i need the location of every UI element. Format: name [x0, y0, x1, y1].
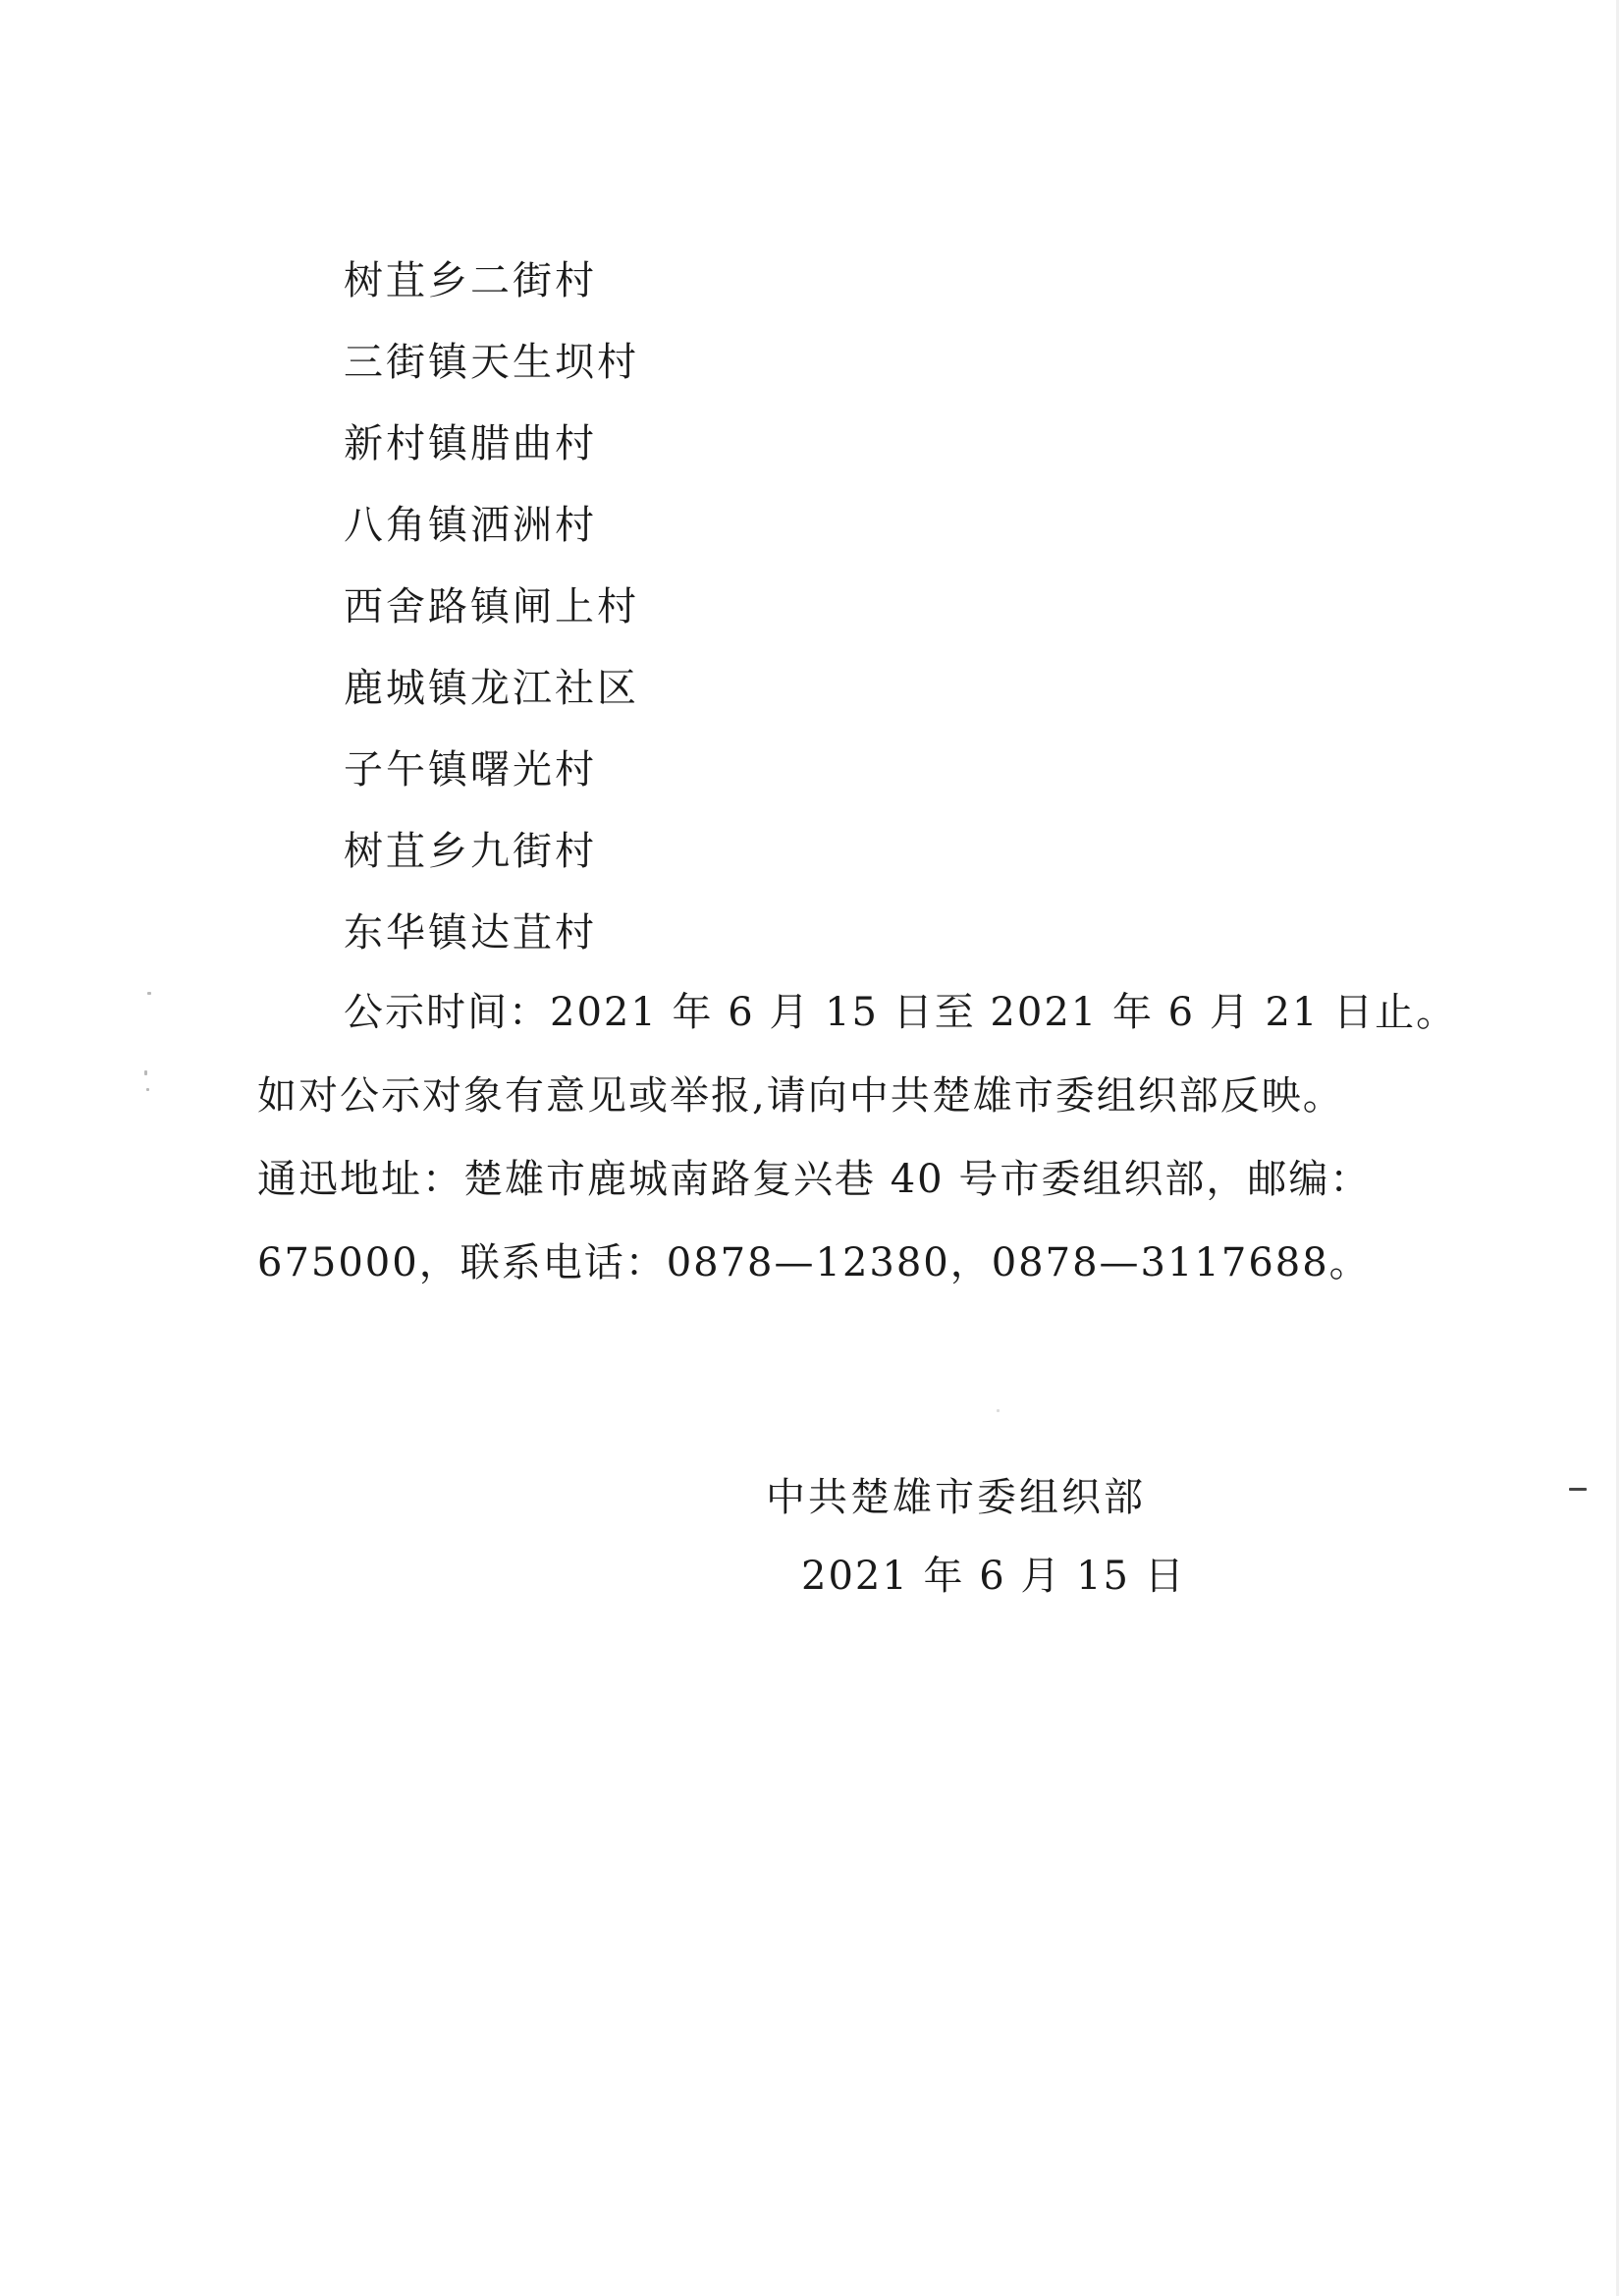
- village-item: 新村镇腊曲村: [344, 421, 597, 466]
- village-item: 东华镇达苴村: [344, 910, 597, 956]
- village-item: 八角镇洒洲村: [344, 503, 597, 548]
- notice-address: 通迅地址：楚雄市鹿城南路复兴巷 40 号市委组织部，邮编：: [257, 1157, 1372, 1202]
- village-item: 子午镇曙光村: [344, 747, 597, 793]
- notice-contact: 675000，联系电话：0878—12380，0878—3117688。: [257, 1240, 1371, 1285]
- scan-edge-line: [1616, 0, 1619, 2296]
- scan-speck: [147, 992, 151, 995]
- village-item: 三街镇天生坝村: [344, 340, 639, 385]
- scan-speck: [146, 1088, 149, 1091]
- signature-date: 2021 年 6 月 15 日: [801, 1554, 1186, 1599]
- signature-block: [766, 1458, 1186, 1615]
- notice-period: 公示时间：2021 年 6 月 15 日至 2021 年 6 月 21 日止。: [344, 990, 1458, 1035]
- scan-speck: [144, 1070, 147, 1075]
- village-item: 鹿城镇龙江社区: [344, 666, 639, 711]
- notice-feedback: 如对公示对象有意见或举报,请向中共楚雄市委组织部反映。: [257, 1073, 1344, 1119]
- village-item: 树苴乡九街村: [344, 829, 597, 874]
- signature-organization: 中共楚雄市委组织部: [766, 1475, 1146, 1520]
- village-item: 西舍路镇闸上村: [344, 584, 639, 629]
- village-item: 树苴乡二街村: [344, 258, 597, 303]
- scan-speck: [1569, 1488, 1587, 1491]
- scan-speck: [997, 1409, 1000, 1412]
- notice-text: [257, 971, 1458, 1305]
- village-list: [344, 241, 639, 974]
